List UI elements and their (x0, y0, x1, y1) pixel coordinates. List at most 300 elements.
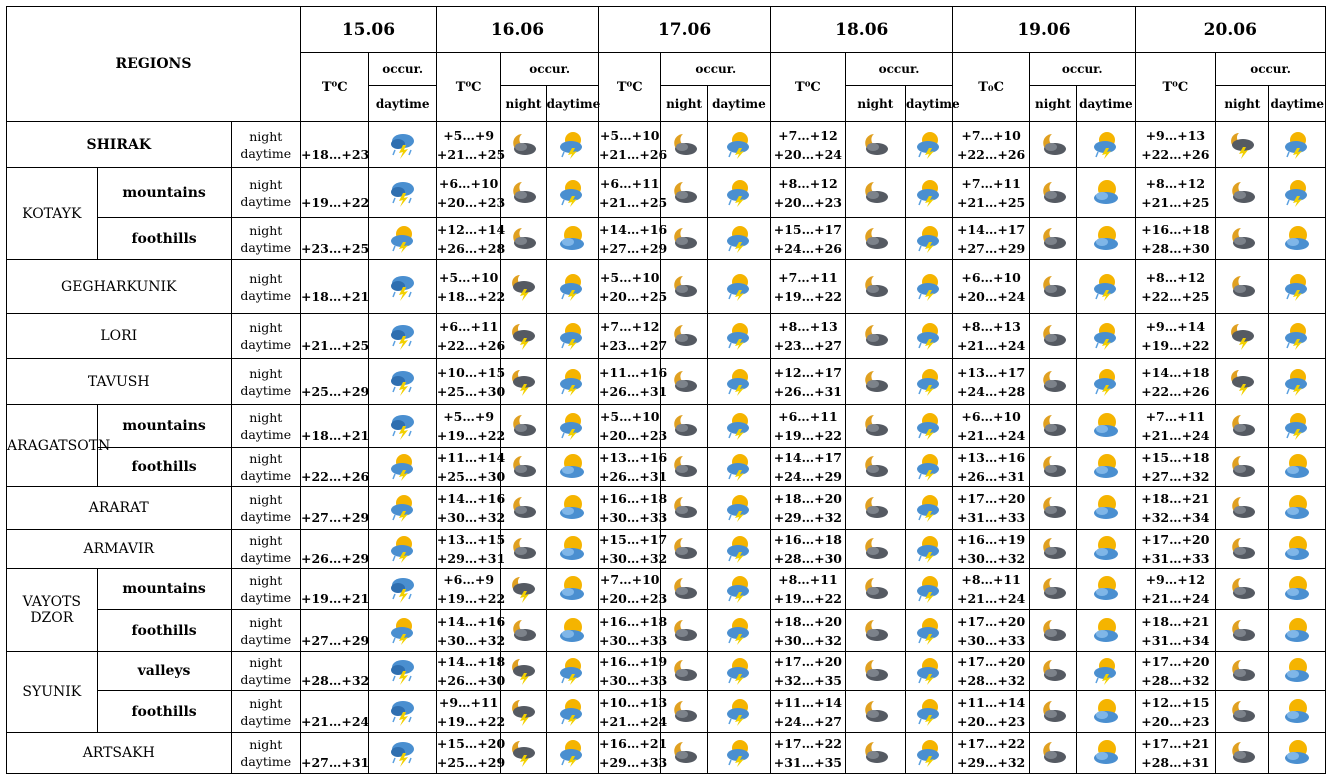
temp-daytime: +24…+26 (773, 240, 843, 256)
cloud-moon-icon (1216, 448, 1269, 487)
temp-cell (598, 122, 668, 168)
temp-daytime: +19…+22 (1141, 338, 1210, 353)
sun-cloud-icon (1077, 569, 1135, 610)
temp-daytime: +32…+34 (1141, 510, 1210, 525)
cloud-moon-icon (501, 448, 546, 487)
sun-cloud-icon (1269, 733, 1326, 774)
sun-storm-icon (707, 260, 770, 314)
temp-cell (436, 405, 506, 448)
temp-cell (771, 260, 846, 314)
temp-daytime: +20…+24 (773, 146, 843, 162)
temp-cell (436, 691, 506, 733)
region-name: KOTAYK (7, 168, 98, 260)
cloud-moon-icon (845, 691, 905, 733)
temp-cell (436, 652, 506, 691)
temp-night: +6…+10 (438, 175, 499, 191)
daytime-header-20: daytime (1269, 86, 1326, 122)
temp-daytime: +24…+27 (773, 713, 843, 729)
cloud-moon-icon (845, 122, 905, 168)
temp-cell (436, 530, 506, 569)
temp-cell (436, 168, 506, 218)
temp-cell (300, 530, 368, 569)
temp-daytime: +31…+33 (956, 510, 1026, 525)
night-label: night (249, 222, 283, 238)
temp-daytime: +23…+27 (773, 338, 843, 353)
moon-storm-icon (1216, 122, 1269, 168)
temp-cell (771, 691, 846, 733)
temp-night: +12…+14 (436, 221, 506, 237)
region-name: ARMAVIR (7, 530, 232, 569)
sun-storm-icon (707, 405, 770, 448)
time-labels (231, 448, 300, 487)
temp-cell (598, 610, 668, 652)
temp-daytime: +20…+23 (598, 591, 668, 606)
temp-daytime: +28…+32 (956, 673, 1026, 688)
time-labels (231, 487, 300, 530)
sun-storm-icon (707, 314, 770, 359)
occur-header-15: occur. (369, 53, 436, 86)
temp-night: +12…+15 (1141, 694, 1210, 710)
temp-daytime: +24…+28 (956, 383, 1026, 399)
temp-night: +7…+10 (599, 572, 660, 587)
sun-storm-icon (369, 448, 436, 487)
night-label: night (249, 655, 283, 670)
temp-cell (300, 652, 368, 691)
subregion-name: mountains (97, 168, 231, 218)
temp-daytime: +26…+31 (598, 469, 668, 484)
cloud-moon-icon (845, 314, 905, 359)
sun-storm-icon (707, 691, 770, 733)
sun-storm-icon (707, 448, 770, 487)
moon-storm-icon (501, 359, 546, 405)
sun-storm-icon (906, 487, 953, 530)
sun-cloud-icon (1077, 610, 1135, 652)
sun-storm-icon (1077, 314, 1135, 359)
temp-cell (953, 610, 1030, 652)
time-labels (231, 652, 300, 691)
temp-cell (300, 168, 368, 218)
sun-storm-icon (707, 168, 770, 218)
temp-night: +11…+14 (436, 450, 506, 465)
temp-cell (953, 359, 1030, 405)
daytime-label: daytime (240, 550, 292, 565)
sun-storm-icon (1269, 260, 1326, 314)
temp-daytime: +19…+22 (436, 428, 506, 443)
temp-daytime: +27…+29 (598, 240, 668, 256)
temp-daytime: +19…+22 (436, 713, 506, 729)
sun-storm-icon (707, 218, 770, 260)
temp-daytime: +19…+22 (436, 591, 506, 606)
daytime-header-19: daytime (1077, 86, 1135, 122)
sun-storm-icon (707, 569, 770, 610)
temp-header-16: T⁰C (436, 53, 500, 122)
cloud-moon-icon (845, 405, 905, 448)
temp-cell (953, 122, 1030, 168)
temp-daytime: +32…+35 (773, 673, 843, 688)
temp-daytime: +20…+25 (598, 288, 668, 304)
sun-storm-icon (546, 122, 598, 168)
temp-night: +14…+18 (1141, 364, 1210, 380)
table-row (7, 168, 1326, 218)
temp-night: +6…+11 (438, 319, 499, 334)
region-name: ARTSAKH (7, 733, 232, 774)
temp-daytime: +26…+31 (956, 469, 1026, 484)
moon-storm-icon (501, 691, 546, 733)
daytime-label: daytime (240, 712, 292, 728)
night-header-19: night (1029, 86, 1076, 122)
cloud-moon-icon (1029, 569, 1076, 610)
storm-icon (369, 359, 436, 405)
temp-daytime: +19…+22 (773, 288, 843, 304)
temp-cell (300, 314, 368, 359)
moon-storm-icon (501, 733, 546, 774)
temp-cell (1135, 122, 1216, 168)
temp-daytime: +19…+21 (300, 591, 370, 606)
temp-cell (436, 610, 506, 652)
sun-storm-icon (906, 168, 953, 218)
temp-cell (1135, 218, 1216, 260)
temp-night: +8…+13 (961, 319, 1021, 334)
night-label: night (249, 695, 283, 711)
daytime-label: daytime (240, 145, 292, 161)
sun-cloud-icon (1269, 610, 1326, 652)
night-label: night (249, 451, 283, 466)
temp-daytime: +24…+29 (773, 469, 843, 484)
temp-daytime: +22…+25 (1141, 288, 1210, 304)
temp-night: +13…+16 (598, 450, 668, 465)
temp-daytime: +18…+21 (300, 288, 370, 304)
sun-storm-icon (369, 218, 436, 260)
temp-night: +8…+11 (778, 572, 838, 587)
temp-cell (953, 691, 1030, 733)
sun-storm-icon (1077, 260, 1135, 314)
cloud-moon-icon (1029, 168, 1076, 218)
temp-night: +8…+12 (1145, 269, 1206, 285)
temp-night: +16…+19 (956, 532, 1026, 547)
region-name: ARAGATSOTN (7, 405, 98, 487)
temp-night: +11…+14 (956, 694, 1026, 710)
sun-storm-icon (707, 359, 770, 405)
subregion-name: mountains (97, 569, 231, 610)
cloud-moon-icon (1216, 569, 1269, 610)
sun-storm-icon (906, 122, 953, 168)
cloud-moon-icon (661, 314, 707, 359)
temp-cell (436, 733, 506, 774)
cloud-moon-icon (845, 359, 905, 405)
temp-daytime: +18…+22 (436, 288, 506, 304)
temp-night: +14…+17 (956, 221, 1026, 237)
temp-daytime: +20…+23 (773, 194, 843, 210)
temp-cell (1135, 569, 1216, 610)
temp-night: +17…+20 (1141, 654, 1210, 669)
temp-daytime: +23…+27 (598, 338, 668, 353)
sun-cloud-icon (1077, 691, 1135, 733)
temp-night: +15…+17 (598, 532, 668, 547)
cloud-moon-icon (1029, 405, 1076, 448)
temp-daytime: +19…+22 (300, 194, 370, 210)
temp-daytime: +28…+32 (300, 673, 370, 688)
temp-cell (1135, 733, 1216, 774)
temp-night: +11…+16 (598, 364, 668, 380)
sun-cloud-icon (1077, 168, 1135, 218)
sun-storm-icon (369, 530, 436, 569)
temp-night: +13…+15 (436, 532, 506, 547)
daytime-label: daytime (240, 468, 292, 483)
temp-daytime: +18…+21 (300, 428, 370, 443)
temp-night: +9…+12 (1145, 572, 1206, 587)
temp-cell (436, 218, 506, 260)
time-labels (231, 691, 300, 733)
cloud-moon-icon (845, 218, 905, 260)
temp-night: +18…+21 (1141, 613, 1210, 629)
temp-daytime: +21…+25 (436, 146, 506, 162)
temp-daytime: +29…+32 (956, 755, 1026, 770)
temp-night: +10…+13 (598, 694, 668, 710)
temp-night: +7…+11 (778, 269, 838, 285)
temp-daytime: +18…+23 (300, 146, 370, 162)
sun-storm-icon (906, 652, 953, 691)
sun-storm-icon (906, 733, 953, 774)
daytime-label: daytime (240, 590, 292, 605)
temp-cell (771, 610, 846, 652)
sun-storm-icon (546, 260, 598, 314)
sun-storm-icon (369, 487, 436, 530)
temp-daytime: +20…+24 (956, 288, 1026, 304)
temp-daytime: +28…+32 (1141, 673, 1210, 688)
temp-header-17: T⁰C (598, 53, 660, 122)
temp-night: +16…+19 (598, 654, 668, 669)
cloud-moon-icon (1216, 610, 1269, 652)
night-label: night (249, 614, 283, 630)
cloud-moon-icon (661, 260, 707, 314)
temp-cell (436, 314, 506, 359)
sun-cloud-icon (1077, 448, 1135, 487)
temp-night: +5…+10 (599, 409, 660, 424)
cloud-moon-icon (845, 260, 905, 314)
temp-cell (1135, 691, 1216, 733)
storm-icon (369, 122, 436, 168)
time-labels (231, 122, 300, 168)
temp-daytime: +22…+26 (956, 146, 1026, 162)
temp-cell (1135, 610, 1216, 652)
temp-cell (953, 314, 1030, 359)
sun-storm-icon (1269, 122, 1326, 168)
cloud-moon-icon (501, 405, 546, 448)
sun-storm-icon (546, 652, 598, 691)
temp-cell (598, 314, 668, 359)
sun-storm-icon (906, 260, 953, 314)
temp-cell (771, 652, 846, 691)
time-labels (231, 733, 300, 774)
temp-cell (1135, 487, 1216, 530)
sun-storm-icon (906, 405, 953, 448)
temp-night: +18…+20 (773, 491, 843, 506)
temp-daytime: +21…+24 (1141, 591, 1210, 606)
sun-storm-icon (546, 359, 598, 405)
occur-header-17: occur. (661, 53, 771, 86)
temp-night: +9…+14 (1145, 319, 1206, 334)
date-header-15: 15.06 (300, 7, 436, 53)
temp-cell (300, 260, 368, 314)
temp-header-18: T⁰C (771, 53, 846, 122)
temp-daytime: +25…+30 (436, 383, 506, 399)
moon-storm-icon (1216, 359, 1269, 405)
temp-daytime: +30…+32 (956, 551, 1026, 566)
cloud-moon-icon (1029, 260, 1076, 314)
temp-daytime: +29…+32 (773, 510, 843, 525)
sun-storm-icon (906, 530, 953, 569)
moon-storm-icon (1216, 314, 1269, 359)
night-header-20: night (1216, 86, 1269, 122)
temp-cell (953, 218, 1030, 260)
cloud-moon-icon (1216, 652, 1269, 691)
storm-icon (369, 405, 436, 448)
temp-cell (953, 168, 1030, 218)
temp-daytime: +30…+32 (598, 551, 668, 566)
temp-cell (771, 405, 846, 448)
sun-cloud-icon (1077, 733, 1135, 774)
temp-cell (598, 448, 668, 487)
night-header-16: night (501, 86, 546, 122)
temp-night: +7…+11 (961, 175, 1021, 191)
temp-cell (598, 168, 668, 218)
temp-cell (300, 448, 368, 487)
temp-daytime: +25…+29 (436, 755, 506, 770)
occur-header-19: occur. (1029, 53, 1135, 86)
cloud-moon-icon (1029, 359, 1076, 405)
temp-cell (598, 359, 668, 405)
temp-cell (598, 260, 668, 314)
table-row (7, 569, 1326, 610)
time-labels (231, 314, 300, 359)
cloud-moon-icon (501, 530, 546, 569)
temp-cell (598, 652, 668, 691)
temp-daytime: +26…+31 (598, 383, 668, 399)
temp-cell (436, 260, 506, 314)
temp-daytime: +22…+26 (1141, 383, 1210, 399)
temp-cell (953, 487, 1030, 530)
temp-night: +17…+20 (956, 613, 1026, 629)
sun-storm-icon (906, 610, 953, 652)
temp-night: +9…+11 (438, 694, 499, 710)
sun-cloud-icon (546, 487, 598, 530)
cloud-moon-icon (1216, 218, 1269, 260)
sun-cloud-icon (1269, 569, 1326, 610)
sun-storm-icon (707, 652, 770, 691)
temp-night: +18…+21 (1141, 491, 1210, 506)
sun-cloud-icon (1077, 530, 1135, 569)
cloud-moon-icon (845, 569, 905, 610)
sun-cloud-icon (1269, 652, 1326, 691)
cloud-moon-icon (661, 530, 707, 569)
sun-storm-icon (906, 691, 953, 733)
temp-cell (436, 448, 506, 487)
cloud-moon-icon (501, 218, 546, 260)
sun-cloud-icon (546, 448, 598, 487)
temp-night: +5…+9 (443, 127, 495, 143)
sun-storm-icon (1269, 405, 1326, 448)
region-name: TAVUSH (7, 359, 232, 405)
temp-night: +6…+9 (443, 572, 495, 587)
cloud-moon-icon (1216, 733, 1269, 774)
temp-cell (436, 359, 506, 405)
temp-daytime: +26…+31 (773, 383, 843, 399)
sun-storm-icon (707, 530, 770, 569)
cloud-moon-icon (1029, 218, 1076, 260)
date-header-16: 16.06 (436, 7, 598, 53)
sun-cloud-icon (546, 569, 598, 610)
storm-icon (369, 168, 436, 218)
sun-storm-icon (906, 218, 953, 260)
time-labels (231, 569, 300, 610)
sun-cloud-icon (1269, 218, 1326, 260)
cloud-moon-icon (845, 733, 905, 774)
temp-daytime: +21…+25 (1141, 194, 1210, 210)
cloud-moon-icon (1029, 122, 1076, 168)
cloud-moon-icon (1029, 691, 1076, 733)
temp-cell (300, 218, 368, 260)
occur-header-20: occur. (1216, 53, 1326, 86)
temp-daytime: +21…+25 (300, 338, 370, 353)
temp-header-19: T₀C (953, 53, 1030, 122)
temp-cell (300, 122, 368, 168)
temp-daytime: +21…+24 (956, 591, 1026, 606)
storm-icon (369, 569, 436, 610)
cloud-moon-icon (661, 691, 707, 733)
sun-storm-icon (1269, 359, 1326, 405)
night-label: night (249, 128, 283, 144)
date-header-17: 17.06 (598, 7, 770, 53)
temp-daytime: +20…+23 (956, 713, 1026, 729)
temp-night: +14…+16 (598, 221, 668, 237)
cloud-moon-icon (661, 359, 707, 405)
cloud-moon-icon (1029, 448, 1076, 487)
cloud-moon-icon (661, 569, 707, 610)
cloud-moon-icon (1216, 260, 1269, 314)
night-label: night (249, 176, 283, 192)
night-label: night (249, 737, 283, 752)
time-labels (231, 610, 300, 652)
cloud-moon-icon (661, 405, 707, 448)
temp-night: +8…+11 (961, 572, 1021, 587)
temp-night: +11…+14 (773, 694, 843, 710)
temp-night: +17…+20 (773, 654, 843, 669)
table-row (7, 122, 1326, 168)
temp-night: +14…+16 (436, 613, 506, 629)
temp-cell (598, 733, 668, 774)
cloud-moon-icon (501, 122, 546, 168)
temp-cell (771, 359, 846, 405)
temp-daytime: +19…+22 (773, 591, 843, 606)
sun-storm-icon (906, 359, 953, 405)
daytime-label: daytime (240, 427, 292, 442)
table-row (7, 405, 1326, 448)
time-labels (231, 530, 300, 569)
temp-daytime: +30…+33 (598, 510, 668, 525)
cloud-moon-icon (845, 168, 905, 218)
region-name: ARARAT (7, 487, 232, 530)
temp-night: +6…+11 (599, 175, 660, 191)
date-header-18: 18.06 (771, 7, 953, 53)
temp-daytime: +21…+25 (956, 194, 1026, 210)
temp-night: +14…+16 (436, 491, 506, 506)
sun-cloud-icon (1077, 218, 1135, 260)
temp-daytime: +19…+22 (773, 428, 843, 443)
region-name: GEGHARKUNIK (7, 260, 232, 314)
temp-daytime: +31…+34 (1141, 632, 1210, 648)
cloud-moon-icon (661, 487, 707, 530)
sun-storm-icon (906, 448, 953, 487)
